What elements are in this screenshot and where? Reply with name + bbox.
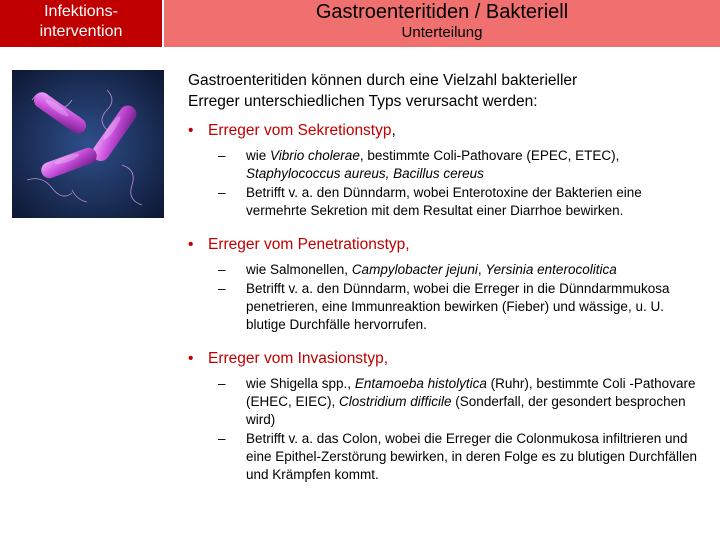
intro-line1: Gastroenteritiden können durch eine Vielzahl bakterieller: [188, 72, 578, 89]
dash-marker: –: [218, 185, 226, 200]
text-run: (Sonderfall, der gesondert besprochen wird): [246, 394, 686, 427]
list-item: [218, 375, 698, 429]
species-name: Staphylococcus aureus, Bacillus cereus: [246, 166, 484, 181]
slide-subtitle: Unterteilung: [401, 24, 483, 41]
sublist-sekretionstyp: [218, 147, 698, 220]
main-content: [188, 70, 698, 485]
slide-title: Gastroenteritiden / Bakteriell: [315, 1, 569, 23]
text-run: Betrifft v. a. den Dünndarm, wobei Enterotoxine der Bakterien eine vermehrte Sekretion mit dem Resultat einer Diarrhoe bewirken.: [246, 185, 642, 218]
slide-header: [164, 0, 720, 47]
list-item: [218, 184, 698, 220]
bullet-label: Erreger vom Sekretionstyp: [208, 122, 392, 139]
list-item: [218, 147, 698, 183]
sublist-penetrationstyp: [218, 261, 698, 334]
section-title-line2: intervention: [39, 23, 123, 40]
bullet-sekretionstyp: [188, 120, 698, 141]
header-bar: [0, 0, 720, 47]
bacteria-image: [12, 70, 164, 218]
text-run: wie: [246, 148, 271, 163]
species-name: Entamoeba histolytica: [354, 376, 487, 391]
dash-marker: –: [218, 431, 226, 446]
intro-text: [188, 70, 698, 112]
text-run: Betrifft v. a. das Colon, wobei die Erreger die Colonmukosa infiltrieren und eine Epithel-Zerstörung bewirken, in deren Folge es zu blutigen Durchfällen und Krämpfen kommt.: [246, 431, 698, 482]
text-run: wie Shigella spp.,: [246, 376, 355, 391]
dash-marker: –: [218, 281, 226, 296]
list-item: [218, 430, 698, 484]
list-item: [218, 261, 698, 279]
bullet-invasionstyp: [188, 348, 698, 369]
dash-marker: –: [218, 262, 226, 277]
bullet-marker: •: [188, 236, 194, 253]
species-name: Clostridium difficile: [339, 394, 452, 409]
text-run: ,: [477, 262, 486, 277]
intro-line2: Erreger unterschiedlichen Typs verursacht werden:: [188, 93, 538, 110]
sublist-invasionstyp: [218, 375, 698, 484]
dash-marker: –: [218, 376, 226, 391]
text-run: , bestimmte Coli-Pathovare (EPEC, ETEC),: [359, 148, 620, 163]
species-name: Yersinia enterocolitica: [485, 262, 617, 277]
species-name: Campylobacter jejuni: [351, 262, 478, 277]
text-run: (Ruhr), bestimmte Coli -Pathovare (EHEC, EIEC),: [246, 376, 696, 409]
text-run: Betrifft v. a. den Dünndarm, wobei die Erreger in die Dünndarmmukosa penetrieren, eine Immunreaktion bewirken (Fieber) und wässige, u. U. blutige Durchfälle hervorrufen.: [246, 281, 670, 332]
section-title-line1: Infektions-: [44, 3, 118, 20]
bullet-label: Erreger vom Penetrationstyp,: [208, 236, 410, 253]
list-item: [218, 280, 698, 334]
bullet-suffix: ,: [391, 122, 396, 139]
species-name: Vibrio cholerae: [270, 148, 360, 163]
dash-marker: –: [218, 148, 226, 163]
text-run: wie Salmonellen,: [246, 262, 352, 277]
bullet-penetrationstyp: [188, 234, 698, 255]
bullet-marker: •: [188, 350, 194, 367]
bullet-marker: •: [188, 122, 194, 139]
bacteria-micrograph-icon: [12, 70, 164, 218]
section-title: [0, 0, 162, 47]
bullet-label: Erreger vom Invasionstyp,: [208, 350, 389, 367]
